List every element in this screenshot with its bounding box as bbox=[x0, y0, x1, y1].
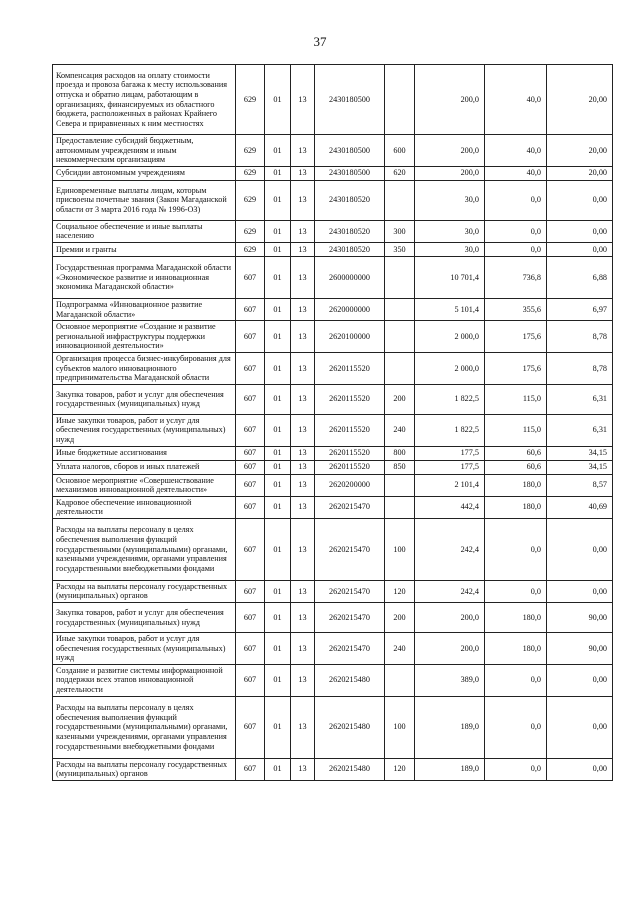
row-name: Премии и гранты bbox=[53, 242, 236, 256]
expense-type-code: 240 bbox=[385, 414, 415, 446]
table-row bbox=[53, 352, 613, 384]
target-article-code: 2430180520 bbox=[315, 242, 385, 256]
ved-code: 607 bbox=[236, 414, 265, 446]
approved-amount: 189,0 bbox=[415, 696, 485, 758]
approved-amount: 242,4 bbox=[415, 518, 485, 580]
expense-type-code: 100 bbox=[385, 518, 415, 580]
expense-type-code: 300 bbox=[385, 220, 415, 242]
subsection-code: 13 bbox=[291, 321, 315, 353]
row-name: Иные закупки товаров, работ и услуг для обеспечения государственных (муниципальных) нужд bbox=[53, 633, 236, 665]
approved-amount: 442,4 bbox=[415, 496, 485, 518]
row-name: Компенсация расходов на оплату стоимости проезда и провоза багажа к месту использования отпуска и обратно лицам, работающим в организациях, финансируемых из областного бюджета, расположенных в районах Крайнего Севера и приравненных к ним местностях bbox=[53, 65, 236, 135]
approved-amount: 389,0 bbox=[415, 664, 485, 696]
execution-percent: 20,00 bbox=[547, 65, 613, 135]
section-code: 01 bbox=[265, 474, 291, 496]
section-code: 01 bbox=[265, 664, 291, 696]
section-code: 01 bbox=[265, 696, 291, 758]
execution-percent: 8,78 bbox=[547, 352, 613, 384]
row-name: Субсидии автономным учреждениям bbox=[53, 166, 236, 180]
target-article-code: 2600000000 bbox=[315, 256, 385, 298]
target-article-code: 2620215480 bbox=[315, 664, 385, 696]
budget-table bbox=[52, 64, 613, 781]
row-name: Социальное обеспечение и иные выплаты населению bbox=[53, 220, 236, 242]
executed-amount: 180,0 bbox=[485, 633, 547, 665]
approved-amount: 30,0 bbox=[415, 180, 485, 220]
approved-amount: 1 822,5 bbox=[415, 414, 485, 446]
subsection-code: 13 bbox=[291, 256, 315, 298]
row-name: Государственная программа Магаданской области «Экономическое развитие и инновационная экономика Магаданской области» bbox=[53, 256, 236, 298]
execution-percent: 40,69 bbox=[547, 496, 613, 518]
executed-amount: 115,0 bbox=[485, 414, 547, 446]
approved-amount: 189,0 bbox=[415, 758, 485, 780]
executed-amount: 0,0 bbox=[485, 518, 547, 580]
execution-percent: 6,31 bbox=[547, 414, 613, 446]
section-code: 01 bbox=[265, 496, 291, 518]
section-code: 01 bbox=[265, 460, 291, 474]
expense-type-code: 620 bbox=[385, 166, 415, 180]
ved-code: 607 bbox=[236, 474, 265, 496]
subsection-code: 13 bbox=[291, 580, 315, 602]
ved-code: 607 bbox=[236, 580, 265, 602]
row-name: Уплата налогов, сборов и иных платежей bbox=[53, 460, 236, 474]
table-row bbox=[53, 298, 613, 320]
execution-percent: 0,00 bbox=[547, 758, 613, 780]
target-article-code: 2430180500 bbox=[315, 65, 385, 135]
execution-percent: 0,00 bbox=[547, 242, 613, 256]
table-row bbox=[53, 696, 613, 758]
executed-amount: 175,6 bbox=[485, 321, 547, 353]
approved-amount: 200,0 bbox=[415, 65, 485, 135]
executed-amount: 0,0 bbox=[485, 758, 547, 780]
execution-percent: 34,15 bbox=[547, 460, 613, 474]
target-article-code: 2620215470 bbox=[315, 580, 385, 602]
row-name: Создание и развитие системы информационной поддержки всех этапов инновационной деятельности bbox=[53, 664, 236, 696]
section-code: 01 bbox=[265, 603, 291, 633]
target-article-code: 2620115520 bbox=[315, 446, 385, 460]
section-code: 01 bbox=[265, 321, 291, 353]
expense-type-code: 120 bbox=[385, 758, 415, 780]
approved-amount: 2 000,0 bbox=[415, 321, 485, 353]
executed-amount: 60,6 bbox=[485, 446, 547, 460]
table-row bbox=[53, 664, 613, 696]
subsection-code: 13 bbox=[291, 220, 315, 242]
expense-type-code: 240 bbox=[385, 633, 415, 665]
section-code: 01 bbox=[265, 242, 291, 256]
approved-amount: 30,0 bbox=[415, 242, 485, 256]
subsection-code: 13 bbox=[291, 65, 315, 135]
table-row bbox=[53, 603, 613, 633]
expense-type-code: 100 bbox=[385, 696, 415, 758]
execution-percent: 90,00 bbox=[547, 633, 613, 665]
table-row bbox=[53, 460, 613, 474]
approved-amount: 30,0 bbox=[415, 220, 485, 242]
expense-type-code: 800 bbox=[385, 446, 415, 460]
table-row bbox=[53, 758, 613, 780]
approved-amount: 200,0 bbox=[415, 633, 485, 665]
executed-amount: 40,0 bbox=[485, 65, 547, 135]
execution-percent: 0,00 bbox=[547, 664, 613, 696]
executed-amount: 355,6 bbox=[485, 298, 547, 320]
page-number: 37 bbox=[313, 34, 327, 49]
section-code: 01 bbox=[265, 256, 291, 298]
target-article-code: 2620115520 bbox=[315, 414, 385, 446]
row-name: Основное мероприятие «Совершенствование механизмов инновационной деятельности» bbox=[53, 474, 236, 496]
expense-type-code bbox=[385, 664, 415, 696]
executed-amount: 0,0 bbox=[485, 664, 547, 696]
row-name: Предоставление субсидий бюджетным, автономным учреждениям и иным некоммерческим организациям bbox=[53, 135, 236, 167]
table-row bbox=[53, 256, 613, 298]
target-article-code: 2620215480 bbox=[315, 758, 385, 780]
executed-amount: 180,0 bbox=[485, 603, 547, 633]
target-article-code: 2430180520 bbox=[315, 180, 385, 220]
subsection-code: 13 bbox=[291, 446, 315, 460]
executed-amount: 115,0 bbox=[485, 384, 547, 414]
row-name: Расходы на выплаты персоналу государственных (муниципальных) органов bbox=[53, 758, 236, 780]
target-article-code: 2620100000 bbox=[315, 321, 385, 353]
table-row bbox=[53, 474, 613, 496]
table-row bbox=[53, 384, 613, 414]
section-code: 01 bbox=[265, 758, 291, 780]
table-row bbox=[53, 446, 613, 460]
approved-amount: 10 701,4 bbox=[415, 256, 485, 298]
ved-code: 607 bbox=[236, 633, 265, 665]
executed-amount: 180,0 bbox=[485, 474, 547, 496]
table-row bbox=[53, 580, 613, 602]
subsection-code: 13 bbox=[291, 518, 315, 580]
executed-amount: 175,6 bbox=[485, 352, 547, 384]
subsection-code: 13 bbox=[291, 474, 315, 496]
table-row bbox=[53, 242, 613, 256]
execution-percent: 34,15 bbox=[547, 446, 613, 460]
section-code: 01 bbox=[265, 352, 291, 384]
section-code: 01 bbox=[265, 446, 291, 460]
section-code: 01 bbox=[265, 518, 291, 580]
expense-type-code bbox=[385, 180, 415, 220]
approved-amount: 200,0 bbox=[415, 166, 485, 180]
table-row bbox=[53, 414, 613, 446]
section-code: 01 bbox=[265, 384, 291, 414]
execution-percent: 90,00 bbox=[547, 603, 613, 633]
table-row bbox=[53, 220, 613, 242]
target-article-code: 2620215470 bbox=[315, 496, 385, 518]
ved-code: 607 bbox=[236, 696, 265, 758]
approved-amount: 200,0 bbox=[415, 135, 485, 167]
subsection-code: 13 bbox=[291, 696, 315, 758]
target-article-code: 2620215470 bbox=[315, 603, 385, 633]
execution-percent: 0,00 bbox=[547, 696, 613, 758]
row-name: Основное мероприятие «Создание и развитие региональной инфраструктуры поддержки инновационной деятельности» bbox=[53, 321, 236, 353]
execution-percent: 6,97 bbox=[547, 298, 613, 320]
executed-amount: 180,0 bbox=[485, 496, 547, 518]
ved-code: 629 bbox=[236, 135, 265, 167]
target-article-code: 2430180500 bbox=[315, 166, 385, 180]
expense-type-code: 350 bbox=[385, 242, 415, 256]
target-article-code: 2620115520 bbox=[315, 352, 385, 384]
row-name: Иные закупки товаров, работ и услуг для обеспечения государственных (муниципальных) нужд bbox=[53, 414, 236, 446]
expense-type-code: 200 bbox=[385, 603, 415, 633]
row-name: Расходы на выплаты персоналу государственных (муниципальных) органов bbox=[53, 580, 236, 602]
section-code: 01 bbox=[265, 166, 291, 180]
execution-percent: 20,00 bbox=[547, 135, 613, 167]
subsection-code: 13 bbox=[291, 603, 315, 633]
ved-code: 607 bbox=[236, 758, 265, 780]
expense-type-code: 600 bbox=[385, 135, 415, 167]
expense-type-code bbox=[385, 298, 415, 320]
approved-amount: 1 822,5 bbox=[415, 384, 485, 414]
expense-type-code: 200 bbox=[385, 384, 415, 414]
section-code: 01 bbox=[265, 220, 291, 242]
execution-percent: 20,00 bbox=[547, 166, 613, 180]
ved-code: 629 bbox=[236, 242, 265, 256]
approved-amount: 5 101,4 bbox=[415, 298, 485, 320]
target-article-code: 2620115520 bbox=[315, 384, 385, 414]
executed-amount: 60,6 bbox=[485, 460, 547, 474]
expense-type-code bbox=[385, 496, 415, 518]
subsection-code: 13 bbox=[291, 180, 315, 220]
expense-type-code: 850 bbox=[385, 460, 415, 474]
section-code: 01 bbox=[265, 135, 291, 167]
ved-code: 607 bbox=[236, 321, 265, 353]
target-article-code: 2620115520 bbox=[315, 460, 385, 474]
subsection-code: 13 bbox=[291, 384, 315, 414]
approved-amount: 177,5 bbox=[415, 446, 485, 460]
execution-percent: 8,78 bbox=[547, 321, 613, 353]
ved-code: 607 bbox=[236, 460, 265, 474]
ved-code: 607 bbox=[236, 518, 265, 580]
table-row bbox=[53, 321, 613, 353]
ved-code: 607 bbox=[236, 446, 265, 460]
ved-code: 607 bbox=[236, 256, 265, 298]
row-name: Расходы на выплаты персоналу в целях обеспечения выполнения функций государственными (муниципальными) органами, казенными учреждениями, органами управления государственными внебюджетными фондами bbox=[53, 696, 236, 758]
target-article-code: 2620215470 bbox=[315, 633, 385, 665]
execution-percent: 0,00 bbox=[547, 180, 613, 220]
subsection-code: 13 bbox=[291, 633, 315, 665]
row-name: Закупка товаров, работ и услуг для обеспечения государственных (муниципальных) нужд bbox=[53, 384, 236, 414]
subsection-code: 13 bbox=[291, 414, 315, 446]
row-name: Расходы на выплаты персоналу в целях обеспечения выполнения функций государственными (муниципальными) органами, казенными учреждениями, органами управления государственными внебюджетными фондами bbox=[53, 518, 236, 580]
expense-type-code: 120 bbox=[385, 580, 415, 602]
executed-amount: 736,8 bbox=[485, 256, 547, 298]
row-name: Иные бюджетные ассигнования bbox=[53, 446, 236, 460]
executed-amount: 0,0 bbox=[485, 220, 547, 242]
execution-percent: 0,00 bbox=[547, 580, 613, 602]
ved-code: 607 bbox=[236, 352, 265, 384]
approved-amount: 177,5 bbox=[415, 460, 485, 474]
section-code: 01 bbox=[265, 633, 291, 665]
table-row bbox=[53, 633, 613, 665]
row-name: Кадровое обеспечение инновационной деятельности bbox=[53, 496, 236, 518]
row-name: Подпрограмма «Инновационное развитие Магаданской области» bbox=[53, 298, 236, 320]
expense-type-code bbox=[385, 321, 415, 353]
table-row bbox=[53, 135, 613, 167]
target-article-code: 2620215480 bbox=[315, 696, 385, 758]
subsection-code: 13 bbox=[291, 460, 315, 474]
target-article-code: 2430180500 bbox=[315, 135, 385, 167]
ved-code: 629 bbox=[236, 166, 265, 180]
row-name: Организация процесса бизнес-инкубирования для субъектов малого инновационного предпринимательства Магаданской области bbox=[53, 352, 236, 384]
executed-amount: 0,0 bbox=[485, 242, 547, 256]
approved-amount: 242,4 bbox=[415, 580, 485, 602]
expense-type-code bbox=[385, 352, 415, 384]
expense-type-code bbox=[385, 65, 415, 135]
row-name: Единовременные выплаты лицам, которым присвоены почетные звания (Закон Магаданской области от 3 марта 2016 года № 1996-ОЗ) bbox=[53, 180, 236, 220]
executed-amount: 0,0 bbox=[485, 696, 547, 758]
ved-code: 607 bbox=[236, 603, 265, 633]
executed-amount: 0,0 bbox=[485, 580, 547, 602]
target-article-code: 2620200000 bbox=[315, 474, 385, 496]
table-row bbox=[53, 65, 613, 135]
execution-percent: 0,00 bbox=[547, 220, 613, 242]
section-code: 01 bbox=[265, 298, 291, 320]
subsection-code: 13 bbox=[291, 166, 315, 180]
section-code: 01 bbox=[265, 180, 291, 220]
subsection-code: 13 bbox=[291, 664, 315, 696]
table-row bbox=[53, 166, 613, 180]
subsection-code: 13 bbox=[291, 298, 315, 320]
table-row bbox=[53, 180, 613, 220]
executed-amount: 40,0 bbox=[485, 135, 547, 167]
ved-code: 629 bbox=[236, 220, 265, 242]
executed-amount: 40,0 bbox=[485, 166, 547, 180]
execution-percent: 0,00 bbox=[547, 518, 613, 580]
expense-type-code bbox=[385, 256, 415, 298]
target-article-code: 2620000000 bbox=[315, 298, 385, 320]
row-name: Закупка товаров, работ и услуг для обеспечения государственных (муниципальных) нужд bbox=[53, 603, 236, 633]
subsection-code: 13 bbox=[291, 758, 315, 780]
subsection-code: 13 bbox=[291, 135, 315, 167]
table-row bbox=[53, 496, 613, 518]
section-code: 01 bbox=[265, 580, 291, 602]
table-row bbox=[53, 518, 613, 580]
approved-amount: 2 101,4 bbox=[415, 474, 485, 496]
ved-code: 607 bbox=[236, 384, 265, 414]
execution-percent: 6,88 bbox=[547, 256, 613, 298]
execution-percent: 6,31 bbox=[547, 384, 613, 414]
target-article-code: 2620215470 bbox=[315, 518, 385, 580]
execution-percent: 8,57 bbox=[547, 474, 613, 496]
expense-type-code bbox=[385, 474, 415, 496]
executed-amount: 0,0 bbox=[485, 180, 547, 220]
ved-code: 607 bbox=[236, 664, 265, 696]
approved-amount: 2 000,0 bbox=[415, 352, 485, 384]
ved-code: 629 bbox=[236, 65, 265, 135]
target-article-code: 2430180520 bbox=[315, 220, 385, 242]
ved-code: 607 bbox=[236, 496, 265, 518]
ved-code: 629 bbox=[236, 180, 265, 220]
subsection-code: 13 bbox=[291, 496, 315, 518]
approved-amount: 200,0 bbox=[415, 603, 485, 633]
ved-code: 607 bbox=[236, 298, 265, 320]
subsection-code: 13 bbox=[291, 242, 315, 256]
section-code: 01 bbox=[265, 414, 291, 446]
subsection-code: 13 bbox=[291, 352, 315, 384]
section-code: 01 bbox=[265, 65, 291, 135]
